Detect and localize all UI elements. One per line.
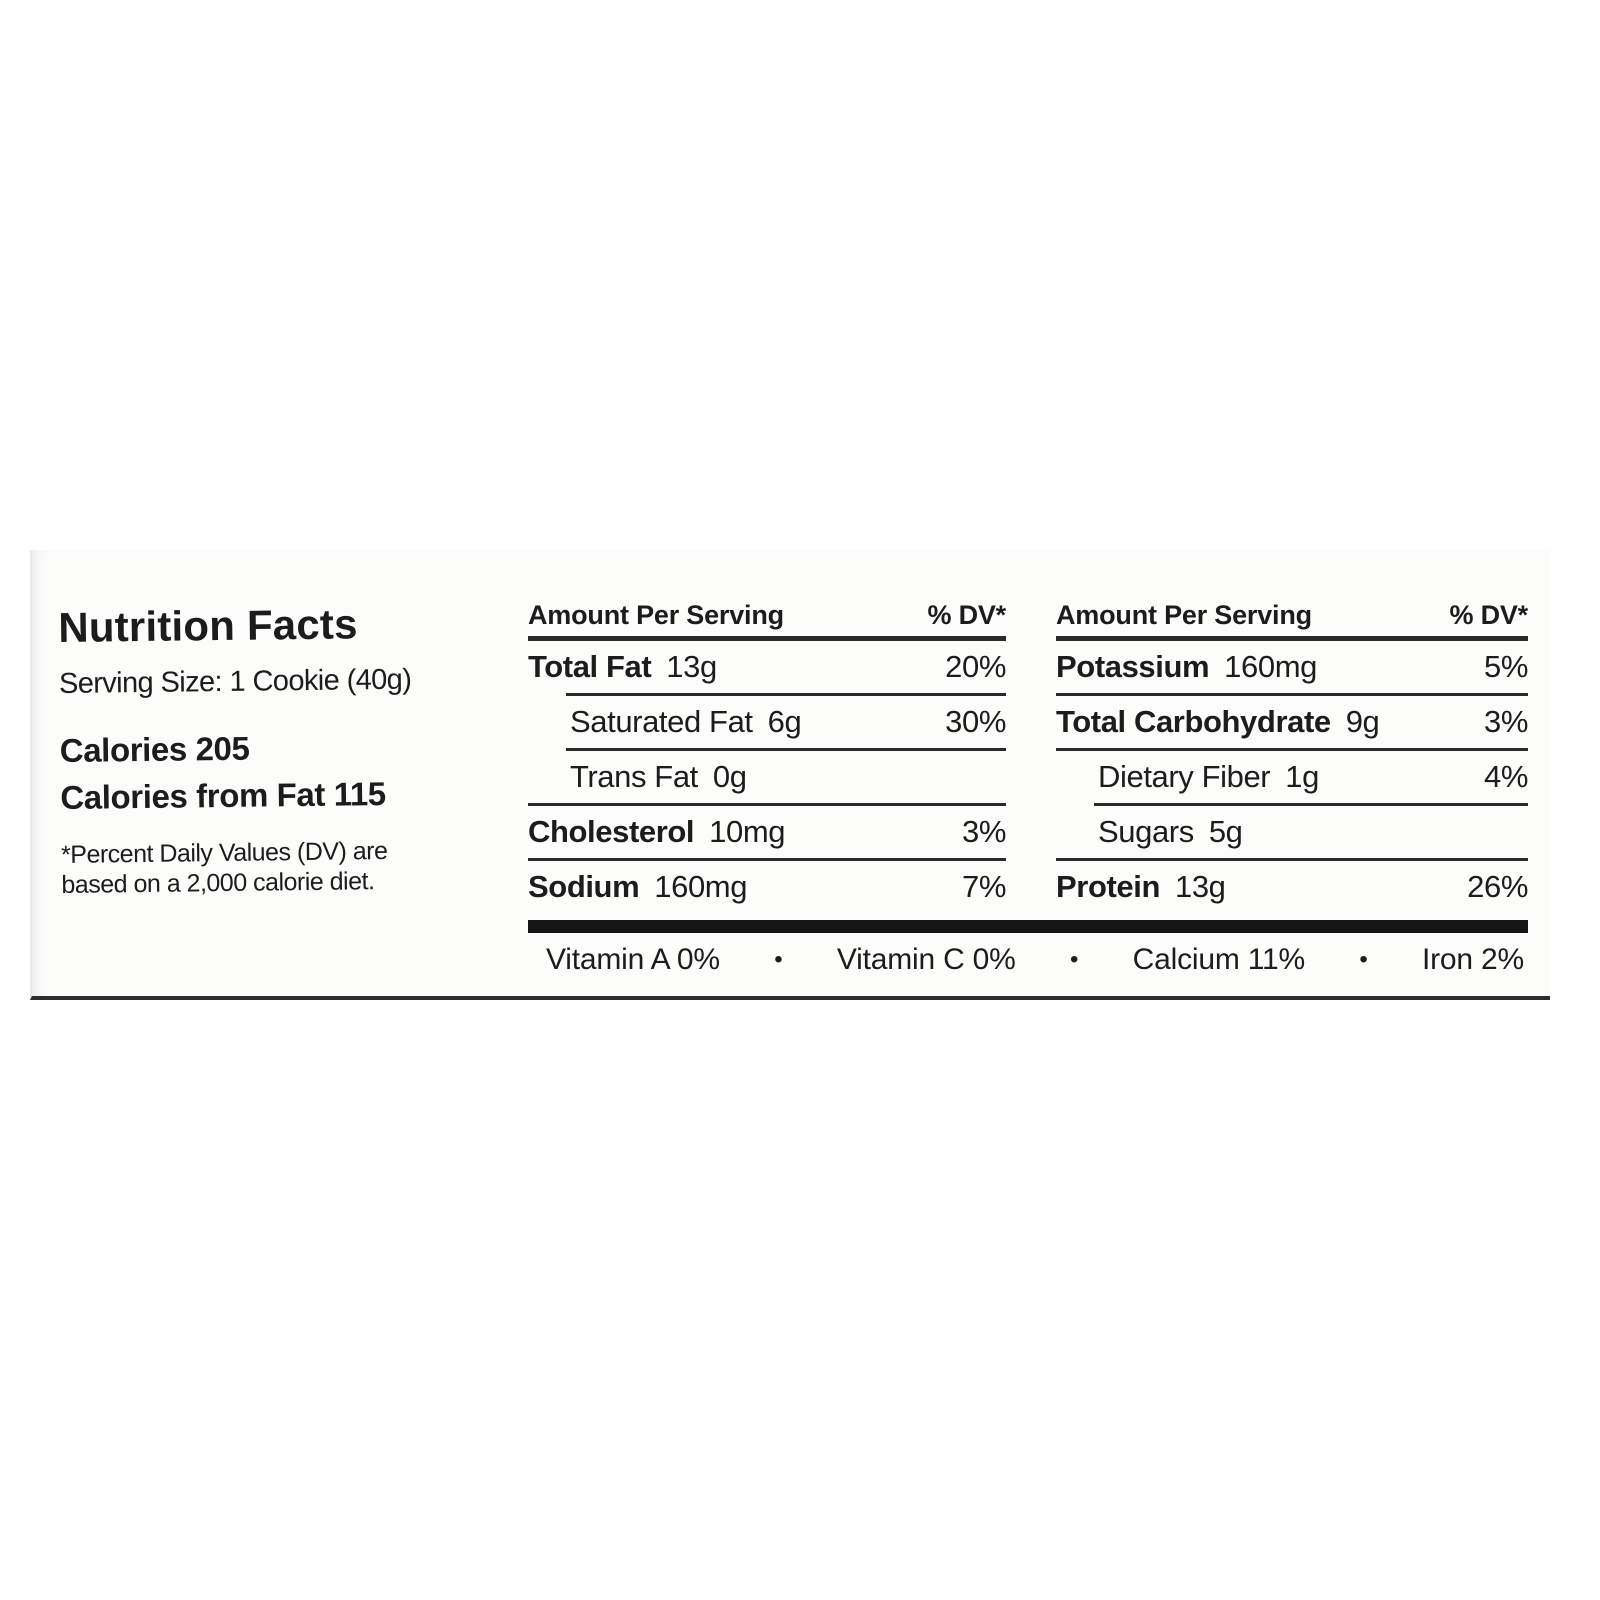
nutrient-name: Trans Fat bbox=[570, 759, 698, 794]
bullet-separator: • bbox=[774, 946, 783, 973]
nutrient-name: Potassium bbox=[1056, 649, 1210, 684]
row-trans-fat bbox=[528, 751, 1006, 803]
nutrient-amount: 160mg bbox=[1224, 649, 1317, 684]
row-total-fat bbox=[528, 641, 1006, 693]
row-protein bbox=[1056, 861, 1528, 913]
bullet-separator: • bbox=[1359, 946, 1368, 973]
separator-thick-bar bbox=[528, 920, 1528, 933]
nutrient-dv: 3% bbox=[1483, 704, 1528, 739]
nutrient-amount: 160mg bbox=[654, 869, 748, 904]
nutrient-dv: 20% bbox=[945, 649, 1006, 684]
nutrient-amount: 13g bbox=[666, 649, 717, 684]
row-saturated-fat bbox=[528, 696, 1006, 748]
nutrient-amount: 0g bbox=[712, 759, 747, 794]
daily-value-footnote bbox=[61, 835, 502, 900]
footnote-line-1: *Percent Daily Values (DV) are bbox=[60, 836, 388, 869]
footnote-line-2: based on a 2,000 calorie diet. bbox=[61, 867, 375, 899]
calories: Calories 205 bbox=[59, 729, 250, 769]
nutrient-name: Total Fat bbox=[528, 649, 652, 684]
nutrient-amount: 10mg bbox=[709, 814, 786, 849]
nutrient-name: Protein bbox=[1056, 869, 1160, 904]
row-sodium bbox=[528, 861, 1006, 913]
nutrient-name: Dietary Fiber bbox=[1098, 759, 1271, 794]
row-dietary-fiber bbox=[1056, 751, 1528, 803]
calcium: Calcium 11% bbox=[1132, 943, 1305, 976]
row-total-carbohydrate bbox=[1056, 696, 1528, 748]
nutrient-name: Sugars bbox=[1098, 814, 1194, 849]
row-cholesterol bbox=[528, 806, 1006, 858]
label-summary-section bbox=[58, 599, 502, 900]
nutrient-name: Saturated Fat bbox=[570, 704, 753, 739]
nutrient-dv: 3% bbox=[961, 814, 1006, 849]
row-sugars bbox=[1056, 806, 1528, 858]
nutrient-amount: 13g bbox=[1175, 869, 1226, 904]
nutrient-name: Total Carbohydrate bbox=[1056, 704, 1331, 739]
nutrient-dv: 5% bbox=[1483, 649, 1528, 684]
nutrition-facts-title: Nutrition Facts bbox=[58, 600, 358, 651]
nutrient-panel-fats bbox=[528, 596, 1006, 913]
nutrient-amount: 6g bbox=[767, 704, 802, 739]
nutrient-dv: 30% bbox=[945, 704, 1006, 739]
nutrient-panel-carbs bbox=[1056, 596, 1528, 913]
row-potassium bbox=[1056, 641, 1528, 693]
nutrient-name: Sodium bbox=[528, 869, 640, 904]
nutrient-dv: 7% bbox=[961, 869, 1006, 904]
amount-per-serving-header: Amount Per Serving bbox=[1056, 600, 1312, 630]
panel-header bbox=[528, 596, 1006, 636]
serving-size: Serving Size: 1 Cookie (40g) bbox=[58, 663, 412, 700]
nutrient-amount: 1g bbox=[1285, 759, 1319, 794]
nutrient-dv: 26% bbox=[1467, 869, 1528, 904]
nutrient-amount: 9g bbox=[1345, 704, 1380, 739]
amount-per-serving-header: Amount Per Serving bbox=[528, 600, 784, 630]
vitamin-a: Vitamin A 0% bbox=[546, 943, 720, 976]
percent-dv-header: % DV* bbox=[927, 600, 1006, 630]
vitamin-c: Vitamin C 0% bbox=[836, 943, 1016, 976]
calories-from-fat: Calories from Fat 115 bbox=[60, 775, 386, 816]
bullet-separator: • bbox=[1070, 946, 1079, 973]
percent-dv-header: % DV* bbox=[1449, 600, 1528, 630]
nutrient-name: Cholesterol bbox=[528, 814, 695, 849]
nutrient-dv: 4% bbox=[1483, 759, 1528, 794]
vitamins-row bbox=[528, 941, 1528, 979]
nutrient-amount: 5g bbox=[1208, 814, 1243, 849]
panel-header bbox=[1056, 596, 1528, 636]
iron: Iron 2% bbox=[1421, 943, 1524, 976]
